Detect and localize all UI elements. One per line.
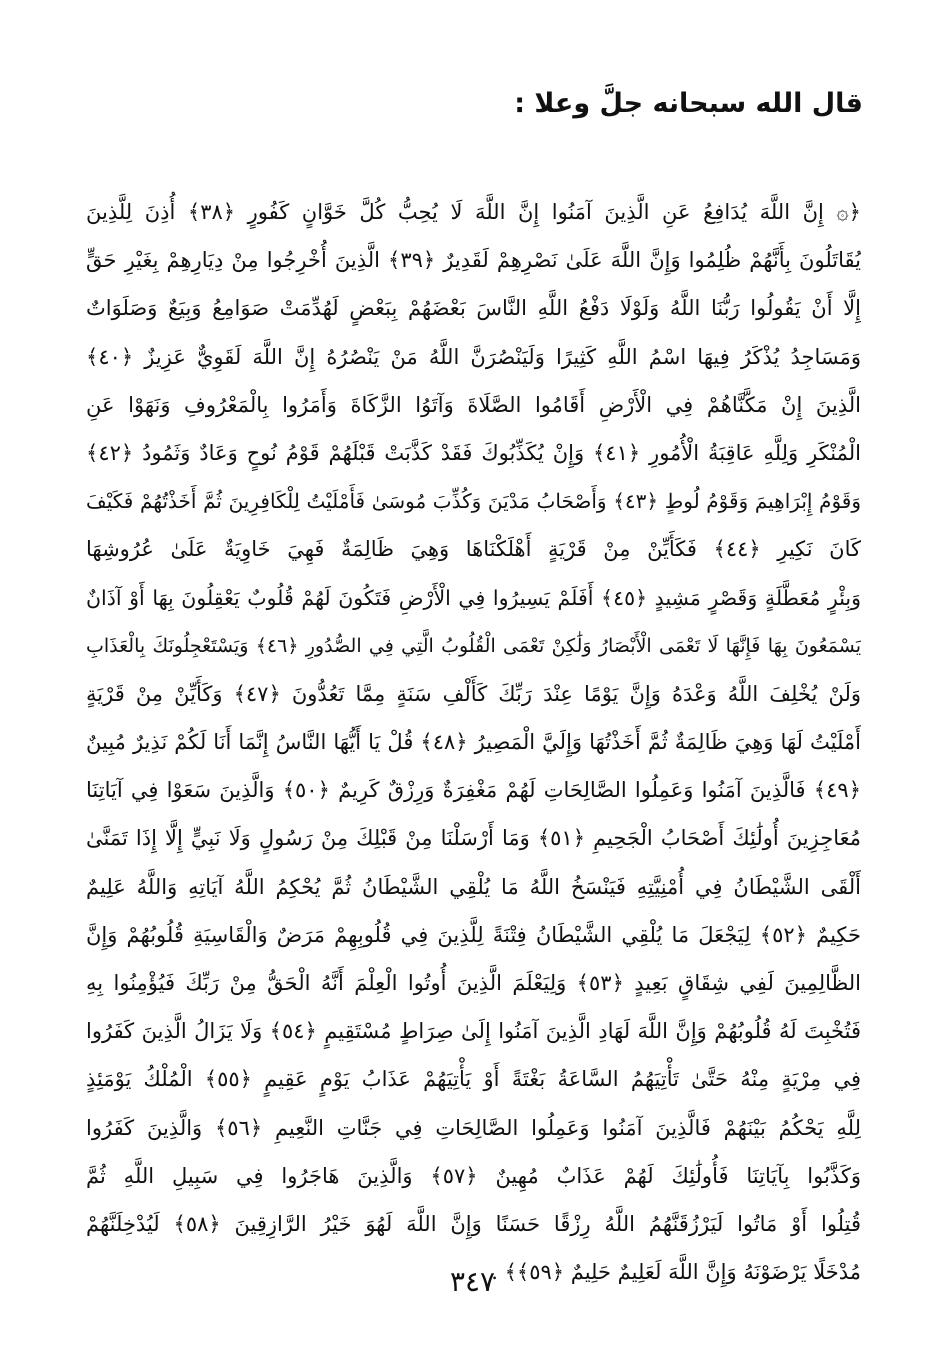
verse-line-5: الَّذِينَ إِنْ مَكَّنَّاهُمْ فِي الْأَرْضِ أَقَامُوا الصَّلَاةَ وَآتَوُا الزَّكَاةَ وَأَمَرُوا بِالْمَعْرُوفِ وَنَهَوْا عَنِ [86,392,861,417]
verse-line-4: وَمَسَاجِدُ يُذْكَرُ فِيهَا اسْمُ اللَّهِ كَثِيرًا وَلَيَنْصُرَنَّ اللَّهُ مَنْ يَنْصُرُهُ إِنَّ اللَّهَ لَقَوِيٌّ عَزِيزٌ ﴿٤٠﴾ [86,344,861,369]
verse-line-14: مُعَاجِزِينَ أُولَٰئِكَ أَصْحَابُ الْجَحِيمِ ﴿٥١﴾ وَمَا أَرْسَلْنَا مِنْ قَبْلِكَ مِنْ رَسُولٍ وَلَا نَبِيٍّ إِلَّا إِذَا تَمَنَّىٰ [86,826,861,851]
verse-line-13: ﴿٤٩﴾ فَالَّذِينَ آمَنُوا وَعَمِلُوا الصَّالِحَاتِ لَهُمْ مَغْفِرَةٌ وَرِزْقٌ كَرِيمٌ ﴿٥٠﴾ وَالَّذِينَ سَعَوْا فِي آيَاتِنَا [86,778,861,803]
verse-line-17: الظَّالِمِينَ لَفِي شِقَاقٍ بَعِيدٍ ﴿٥٣﴾ وَلِيَعْلَمَ الَّذِينَ أُوتُوا الْعِلْمَ أَنَّهُ الْحَقُّ مِنْ رَبِّكَ فَيُؤْمِنُوا بِهِ [86,971,861,995]
verse-line-19: فِي مِرْيَةٍ مِنْهُ حَتَّىٰ تَأْتِيَهُمُ السَّاعَةُ بَغْتَةً أَوْ يَأْتِيَهُمْ عَذَابُ يَوْمٍ عَقِيمٍ ﴿٥٥﴾ الْمُلْكُ يَوْمَئِذٍ [86,1067,861,1092]
verse-line-1: ﴿۞ إِنَّ اللَّهَ يُدَافِعُ عَنِ الَّذِينَ آمَنُوا إِنَّ اللَّهَ لَا يُحِبُّ كُلَّ خَوَّانٍ كَفُورٍ ﴿٣٨﴾ أُذِنَ لِلَّذِينَ [86,200,861,224]
page-heading: قال الله سبحانه جلَّ وعلا : [514,88,863,119]
verse-line-7: وَقَوْمُ إِبْرَاهِيمَ وَقَوْمُ لُوطٍ ﴿٤٣﴾ وَأَصْحَابُ مَدْيَنَ وَكُذِّبَ مُوسَىٰ فَأَمْلَيْتُ لِلْكَافِرِينَ ثُمَّ أَخَذْتُهُمْ فَكَيْفَ [86,489,861,514]
verse-line-23: مُدْخَلًا يَرْضَوْنَهُ وَإِنَّ اللَّهَ لَعَلِيمٌ حَلِيمٌ ﴿٥٩﴾﴾ . [491,1260,861,1285]
verse-line-12: أَمْلَيْتُ لَهَا وَهِيَ ظَالِمَةٌ ثُمَّ أَخَذْتُهَا وَإِلَيَّ الْمَصِيرُ ﴿٤٨﴾ قُلْ يَا أَيُّهَا النَّاسُ إِنَّمَا أَنَا لَكُمْ نَذِيرٌ مُبِينٌ [86,730,861,755]
verse-line-15: أَلْقَى الشَّيْطَانُ فِي أُمْنِيَّتِهِ فَيَنْسَخُ اللَّهُ مَا يُلْقِي الشَّيْطَانُ ثُمَّ يُحْكِمُ اللَّهُ آيَاتِهِ وَاللَّهُ عَلِيمٌ [86,874,861,899]
verse-line-20: لِلَّهِ يَحْكُمُ بَيْنَهُمْ فَالَّذِينَ آمَنُوا وَعَمِلُوا الصَّالِحَاتِ فِي جَنَّاتِ النَّعِيمِ ﴿٥٦﴾ وَالَّذِينَ كَفَرُوا [86,1115,861,1140]
verse-line-6: الْمُنْكَرِ وَلِلَّهِ عَاقِبَةُ الْأُمُورِ ﴿٤١﴾ وَإِنْ يُكَذِّبُوكَ فَقَدْ كَذَّبَتْ قَبْلَهُمْ قَوْمُ نُوحٍ وَعَادٌ وَثَمُودُ ﴿٤٢﴾ [86,440,861,465]
verse-line-18: فَتُخْبِتَ لَهُ قُلُوبُهُمْ وَإِنَّ اللَّهَ لَهَادِ الَّذِينَ آمَنُوا إِلَىٰ صِرَاطٍ مُسْتَقِيمٍ ﴿٥٤﴾ وَلَا يَزَالُ الَّذِينَ كَفَرُوا [86,1019,861,1044]
verse-line-2: يُقَاتَلُونَ بِأَنَّهُمْ ظُلِمُوا وَإِنَّ اللَّهَ عَلَىٰ نَصْرِهِمْ لَقَدِيرٌ ﴿٣٩﴾ الَّذِينَ أُخْرِجُوا مِنْ دِيَارِهِمْ بِغَيْرِ حَقٍّ [86,248,861,273]
verse-line-3: إِلَّا أَنْ يَقُولُوا رَبُّنَا اللَّهُ وَلَوْلَا دَفْعُ اللَّهِ النَّاسَ بَعْضَهُمْ بِبَعْضٍ لَهُدِّمَتْ صَوَامِعُ وَبِيَعٌ وَصَلَوَاتٌ [86,296,861,321]
verse-line-9: وَبِئْرٍ مُعَطَّلَةٍ وَقَصْرٍ مَشِيدٍ ﴿٤٥﴾ أَفَلَمْ يَسِيرُوا فِي الْأَرْضِ فَتَكُونَ لَهُمْ قُلُوبٌ يَعْقِلُونَ بِهَا أَوْ آذَانٌ [86,585,861,610]
page-number: ٣٤٧ [449,1265,496,1298]
verse-line-10: يَسْمَعُونَ بِهَا فَإِنَّهَا لَا تَعْمَى الْأَبْصَارُ وَلَٰكِنْ تَعْمَى الْقُلُوبُ الَّتِي فِي الصُّدُورِ ﴿٤٦﴾ وَيَسْتَعْجِلُونَكَ بِالْعَذَابِ [86,634,861,657]
verse-line-8: كَانَ نَكِيرِ ﴿٤٤﴾ فَكَأَيِّنْ مِنْ قَرْيَةٍ أَهْلَكْنَاهَا وَهِيَ ظَالِمَةٌ فَهِيَ خَاوِيَةٌ عَلَىٰ عُرُوشِهَا [86,537,861,562]
verse-line-16: حَكِيمٌ ﴿٥٢﴾ لِيَجْعَلَ مَا يُلْقِي الشَّيْطَانُ فِتْنَةً لِلَّذِينَ فِي قُلُوبِهِمْ مَرَضٌ وَالْقَاسِيَةِ قُلُوبُهُمْ وَإِنَّ [86,922,861,947]
verse-line-22: قُتِلُوا أَوْ مَاتُوا لَيَرْزُقَنَّهُمُ اللَّهُ رِزْقًا حَسَنًا وَإِنَّ اللَّهَ لَهُوَ خَيْرُ الرَّازِقِينَ ﴿٥٨﴾ لَيُدْخِلَنَّهُمْ [86,1211,861,1236]
verse-text-block [86,188,861,1296]
verse-line-21: وَكَذَّبُوا بِآيَاتِنَا فَأُولَٰئِكَ لَهُمْ عَذَابٌ مُهِينٌ ﴿٥٧﴾ وَالَّذِينَ هَاجَرُوا فِي سَبِيلِ اللَّهِ ثُمَّ [86,1163,861,1188]
verse-line-11: وَلَنْ يُخْلِفَ اللَّهُ وَعْدَهُ وَإِنَّ يَوْمًا عِنْدَ رَبِّكَ كَأَلْفِ سَنَةٍ مِمَّا تَعُدُّونَ ﴿٤٧﴾ وَكَأَيِّنْ مِنْ قَرْيَةٍ [86,681,861,706]
